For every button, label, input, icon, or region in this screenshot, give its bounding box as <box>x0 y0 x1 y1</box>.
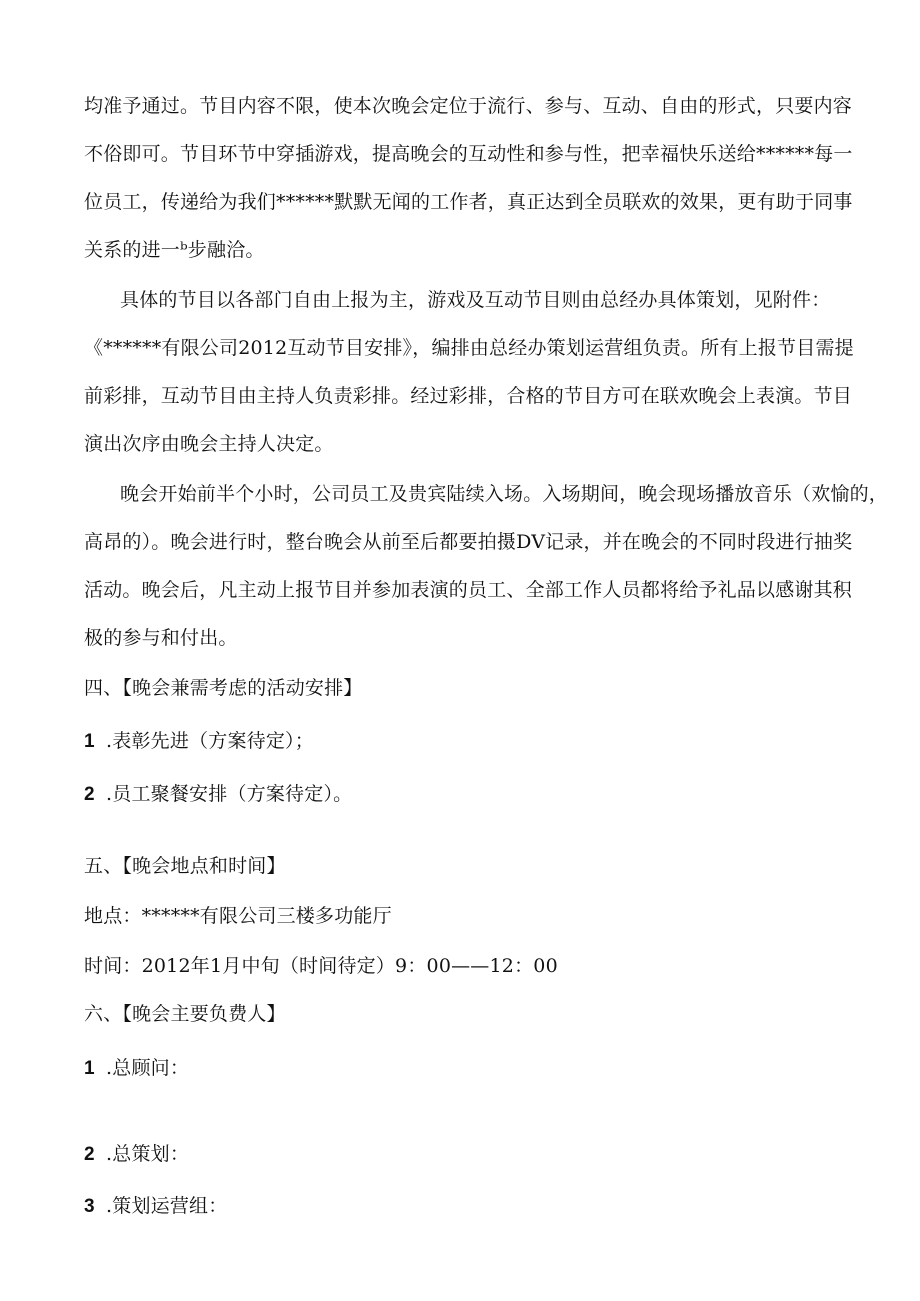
list-number: 2 <box>84 1144 95 1165</box>
list-number: 2 <box>84 784 95 805</box>
event-location: 地点：******有限公司三楼多功能厅 <box>84 905 392 927</box>
paragraph-1-line-4: 关系的进一ᵇ步融洽。 <box>84 239 265 261</box>
paragraph-1-line-3: 位员工，传递给为我们******默默无闻的工作者，真正达到全员联欢的效果，更有助于同事 <box>84 191 853 213</box>
section-6-item-1 <box>84 1054 189 1083</box>
paragraph-3-line-3: 活动。晚会后，凡主动上报节目并参加表演的员工、全部工作人员都将给予礼品以感谢其积 <box>84 579 853 601</box>
paragraph-3-line-1: 晚会开始前半个小时，公司员工及贵宾陆续入场。入场期间，晚会现场播放音乐（欢愉的， <box>120 483 889 505</box>
list-number: 1 <box>84 731 95 752</box>
section-6-heading: 六、【晚会主要负费人】 <box>84 1003 286 1025</box>
section-6-item-3 <box>84 1192 227 1221</box>
paragraph-2-line-2: 《******有限公司2012互动节目安排》，编排由总经办策划运营组负责。所有上报节目需提 <box>84 337 854 359</box>
list-item-text: .总顾问： <box>106 1057 190 1079</box>
section-6-item-2 <box>84 1140 189 1169</box>
event-time: 时间：2012年1月中旬（时间待定）9：00——12：00 <box>84 955 558 977</box>
list-number: 1 <box>84 1058 95 1079</box>
paragraph-1-line-2: 不俗即可。节目环节中穿插游戏，提高晚会的互动性和参与性，把幸福快乐送给******每一 <box>84 143 853 165</box>
list-item-text: .员工聚餐安排（方案待定）。 <box>106 783 353 805</box>
paragraph-1-line-1: 均准予通过。节目内容不限，使本次晚会定位于流行、参与、互动、自由的形式，只要内容 <box>84 95 853 117</box>
section-4-item-2 <box>84 780 352 809</box>
paragraph-3-line-2: 高昂的）。晚会进行时，整台晚会从前至后都要拍摄DV记录，并在晚会的不同时段进行抽奖 <box>84 531 853 553</box>
section-4-heading: 四、【晚会兼需考虑的活动安排】 <box>84 677 363 699</box>
list-item-text: .表彰先进（方案待定）； <box>106 730 314 752</box>
list-item-text: .策划运营组： <box>106 1195 228 1217</box>
paragraph-2-line-4: 演出次序由晚会主持人决定。 <box>84 433 334 455</box>
paragraph-3-line-4: 极的参与和付出。 <box>84 627 238 649</box>
section-5-heading: 五、【晚会地点和时间】 <box>84 855 286 877</box>
paragraph-2-line-3: 前彩排，互动节目由主持人负责彩排。经过彩排，合格的节目方可在联欢晚会上表演。节目 <box>84 385 853 407</box>
list-item-text: .总策划： <box>106 1143 190 1165</box>
paragraph-2-line-1: 具体的节目以各部门自由上报为主，游戏及互动节目则由总经办具体策划，见附件： <box>120 289 831 311</box>
list-number: 3 <box>84 1196 95 1217</box>
section-4-item-1 <box>84 727 314 756</box>
